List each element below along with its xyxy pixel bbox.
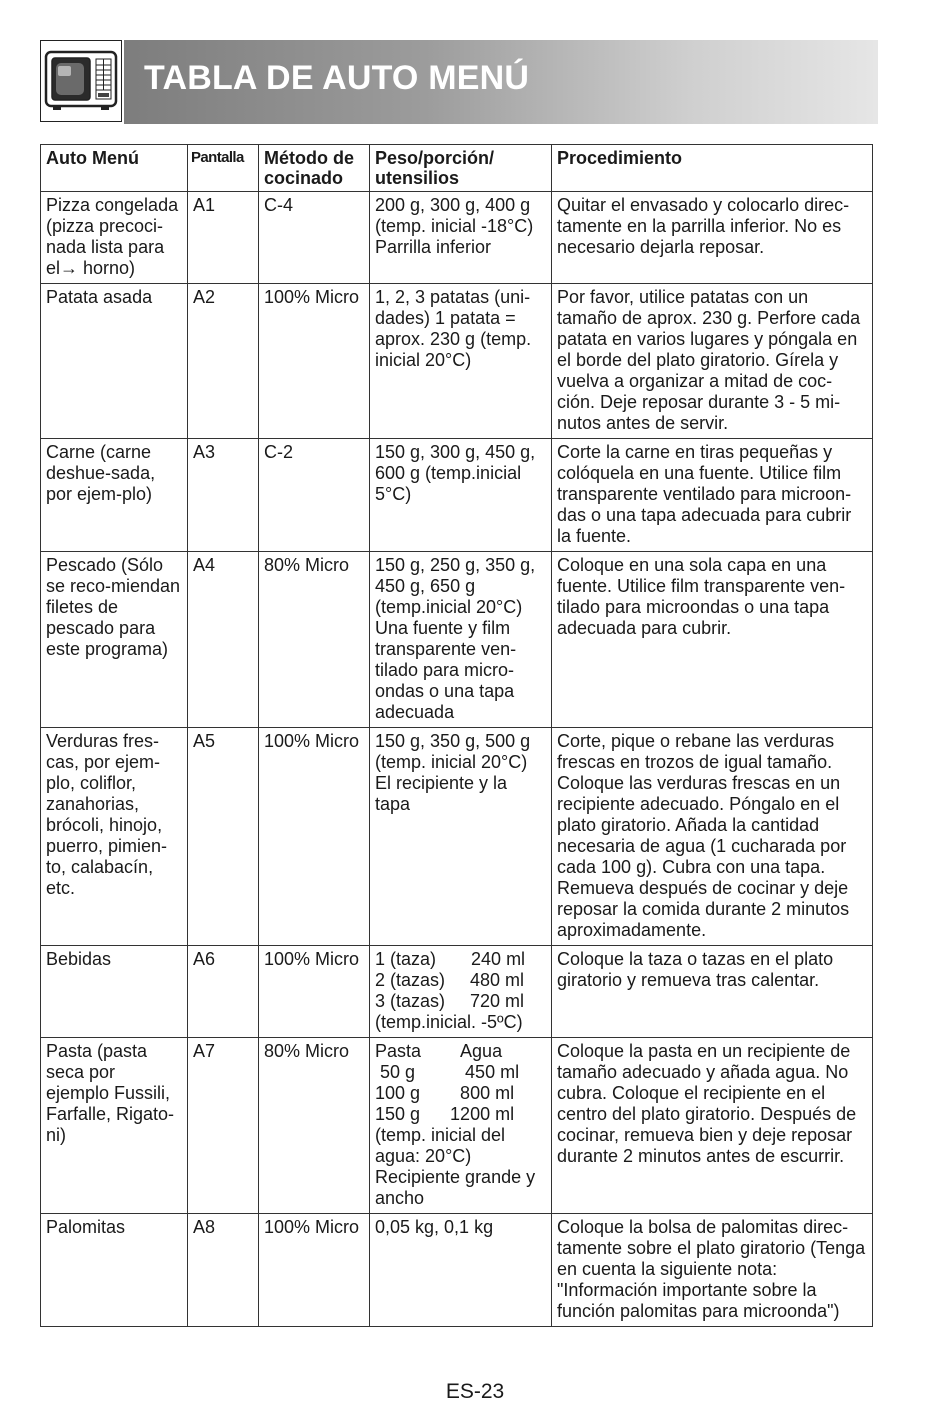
col-header-metodo: Método de cocinado [259,145,370,192]
cell-peso: 0,05 kg, 0,1 kg [370,1214,552,1327]
title-banner [124,40,878,124]
cell-procedimiento: Coloque la taza o tazas en el plato giratorio y remueva tras calentar. [552,946,873,1038]
cell-menu: Bebidas [41,946,188,1038]
cell-peso: 1 (taza) 240 ml 2 (tazas) 480 ml 3 (tazas) 720 ml (temp.inicial. -5ºC) [370,946,552,1038]
cell-pantalla: A6 [188,946,259,1038]
cell-pantalla: A2 [188,284,259,439]
cell-menu: Pizza congelada (pizza precoci-nada lista para el→ horno) [41,192,188,284]
cell-procedimiento: Quitar el envasado y colocarlo direc-tamente en la parrilla inferior. No es necesario dejarla reposar. [552,192,873,284]
cell-menu: Pasta (pasta seca por ejemplo Fussili, Farfalle, Rigato-ni) [41,1038,188,1214]
cell-procedimiento: Coloque la pasta en un recipiente de tamaño adecuado y añada agua. No cubra. Coloque el recipiente en el centro del plato giratorio. Después de cocinar, remueva bien y deje reposar durante 2 minutos antes de escurrir. [552,1038,873,1214]
col-header-peso: Peso/porción/ utensilios [370,145,552,192]
col-header-procedimiento: Procedimiento [552,145,873,192]
cell-menu: Verduras fres-cas, por ejem-plo, coliflor, zanahorias, brócoli, hinojo, puerro, pimien-to, calabacín, etc. [41,728,188,946]
cell-menu: Patata asada [41,284,188,439]
table-row [41,946,873,1038]
cell-pantalla: A3 [188,439,259,552]
table-row [41,284,873,439]
cell-procedimiento: Coloque la bolsa de palomitas direc-tamente sobre el plato giratorio (Tenga en cuenta la siguiente nota: "Información importante sobre la función palomitas para microonda") [552,1214,873,1327]
table-row [41,439,873,552]
table-row [41,1038,873,1214]
table-row [41,728,873,946]
cell-metodo: 80% Micro [259,552,370,728]
cell-metodo: 100% Micro [259,1214,370,1327]
cell-peso: 150 g, 300 g, 450 g, 600 g (temp.inicial 5°C) [370,439,552,552]
cell-pantalla: A1 [188,192,259,284]
cell-peso: Pasta Agua 50 g 450 ml 100 g 800 ml 150 g 1200 ml (temp. inicial del agua: 20°C) Recipiente grande y ancho [370,1038,552,1214]
table-row [41,1214,873,1327]
cell-procedimiento: Corte la carne en tiras pequeñas y colóquela en una fuente. Utilice film transparente ventilado para microon-das o una tapa adecuada para cubrir la fuente. [552,439,873,552]
cell-metodo: 100% Micro [259,946,370,1038]
cell-metodo: 100% Micro [259,728,370,946]
page-header [40,40,878,124]
cell-pantalla: A4 [188,552,259,728]
cell-pantalla: A5 [188,728,259,946]
page-title: TABLA DE AUTO MENÚ [144,59,530,97]
cell-peso: 1, 2, 3 patatas (uni-dades) 1 patata = aprox. 230 g (temp. inicial 20°C) [370,284,552,439]
cell-menu: Pescado (Sólo se reco-miendan filetes de pescado para este programa) [41,552,188,728]
cell-metodo: 80% Micro [259,1038,370,1214]
col-header-pantalla: Pantalla [188,145,259,192]
cell-peso: 150 g, 350 g, 500 g (temp. inicial 20°C) El recipiente y la tapa [370,728,552,946]
cell-peso: 200 g, 300 g, 400 g (temp. inicial -18°C) Parrilla inferior [370,192,552,284]
cell-procedimiento: Coloque en una sola capa en una fuente. Utilice film transparente ven-tilado para microondas o una tapa adecuada para cubrir. [552,552,873,728]
col-header-auto-menu: Auto Menú [41,145,188,192]
cell-procedimiento: Por favor, utilice patatas con un tamaño de aprox. 230 g. Perfore cada patata en varios lugares y póngala en el borde del plato giratorio. Gírela y vuelva a organizar a mitad de coc-ción. Deje reposar durante 3 - 5 mi-nutos antes de servir. [552,284,873,439]
cell-pantalla: A8 [188,1214,259,1327]
table-row [41,552,873,728]
cell-menu: Palomitas [41,1214,188,1327]
cell-peso: 150 g, 250 g, 350 g, 450 g, 650 g (temp.inicial 20°C) Una fuente y film transparente ven-tilado para micro-ondas o una tapa adecuada [370,552,552,728]
page-number: ES-23 [445,1380,505,1403]
microwave-icon [40,40,122,122]
table-header-row [41,145,873,192]
cell-procedimiento: Corte, pique o rebane las verduras frescas en trozos de igual tamaño. Coloque las verduras frescas en un recipiente adecuado. Póngalo en el plato giratorio. Añada la cantidad necesaria de agua (1 cucharada por cada 100 g). Cubra con una tapa. Remueva después de cocinar y deje reposar la comida durante 2 minutos aproximadamente. [552,728,873,946]
cell-pantalla: A7 [188,1038,259,1214]
cell-metodo: C-4 [259,192,370,284]
table-row [41,192,873,284]
auto-menu-table [40,144,873,1327]
cell-menu: Carne (carne deshue-sada, por ejem-plo) [41,439,188,552]
cell-metodo: C-2 [259,439,370,552]
cell-metodo: 100% Micro [259,284,370,439]
